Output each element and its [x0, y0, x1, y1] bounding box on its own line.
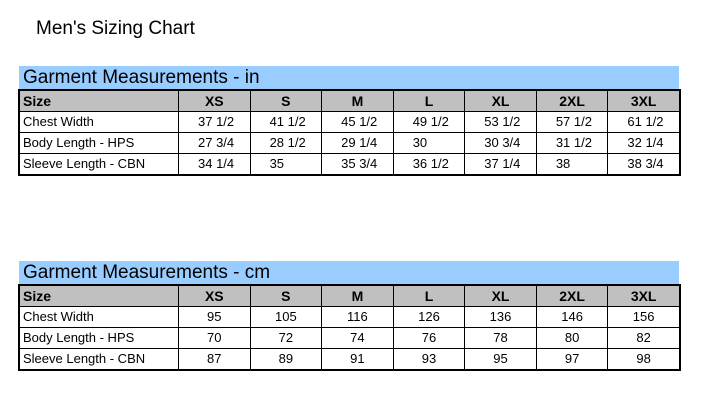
- table-cell: 32 1/4: [608, 133, 680, 154]
- row-label: Sleeve Length - CBN: [20, 349, 179, 370]
- table-cell: 30: [393, 133, 465, 154]
- table-cell: 57 1/2: [536, 112, 608, 133]
- column-header-3xl: 3XL: [608, 286, 680, 307]
- column-header-size: Size: [20, 286, 179, 307]
- column-header-m: M: [322, 286, 394, 307]
- table-cell: 78: [465, 328, 537, 349]
- table-cell: 31 1/2: [536, 133, 608, 154]
- table-cell: 93: [393, 349, 465, 370]
- table-cell: 61 1/2: [608, 112, 680, 133]
- column-header-xl: XL: [465, 91, 537, 112]
- table-cell: 30 3/4: [465, 133, 537, 154]
- row-label: Body Length - HPS: [20, 328, 179, 349]
- table-cell: 87: [179, 349, 251, 370]
- table-cell: 28 1/2: [250, 133, 322, 154]
- table-cell: 95: [465, 349, 537, 370]
- column-header-3xl: 3XL: [608, 91, 680, 112]
- row-label: Chest Width: [20, 112, 179, 133]
- table-row: [20, 112, 680, 133]
- column-header-m: M: [322, 91, 394, 112]
- table-cell: 70: [179, 328, 251, 349]
- table-row: [20, 349, 680, 370]
- measurements-in-section: [19, 66, 679, 175]
- table-row: [20, 307, 680, 328]
- table-cell: 35 3/4: [322, 154, 394, 175]
- table-cell: 45 1/2: [322, 112, 394, 133]
- table-cell: 49 1/2: [393, 112, 465, 133]
- table-cell: 72: [250, 328, 322, 349]
- table-cell: 34 1/4: [179, 154, 251, 175]
- table-cell: 53 1/2: [465, 112, 537, 133]
- table-cell: 36 1/2: [393, 154, 465, 175]
- table-header-row: [20, 286, 680, 307]
- table-cell: 35: [250, 154, 322, 175]
- column-header-l: L: [393, 286, 465, 307]
- column-header-xs: XS: [179, 286, 251, 307]
- column-header-xl: XL: [465, 286, 537, 307]
- table-cell: 38 3/4: [608, 154, 680, 175]
- table-cell: 91: [322, 349, 394, 370]
- table-row: [20, 154, 680, 175]
- row-label: Chest Width: [20, 307, 179, 328]
- table-cell: 29 1/4: [322, 133, 394, 154]
- table-cell: 89: [250, 349, 322, 370]
- size-table-in: [19, 90, 680, 175]
- table-cell: 27 3/4: [179, 133, 251, 154]
- table-cell: 37 1/4: [465, 154, 537, 175]
- table-row: [20, 133, 680, 154]
- table-row: [20, 328, 680, 349]
- table-cell: 156: [608, 307, 680, 328]
- row-label: Body Length - HPS: [20, 133, 179, 154]
- table-cell: 126: [393, 307, 465, 328]
- column-header-l: L: [393, 91, 465, 112]
- table-header-row: [20, 91, 680, 112]
- table-cell: 74: [322, 328, 394, 349]
- page-title: Men's Sizing Chart: [36, 18, 195, 39]
- table-cell: 116: [322, 307, 394, 328]
- table-cell: 38: [536, 154, 608, 175]
- size-table-cm: [19, 285, 680, 370]
- column-header-s: S: [250, 286, 322, 307]
- table-cell: 82: [608, 328, 680, 349]
- section-heading-cm: Garment Measurements - cm: [19, 261, 679, 285]
- table-cell: 98: [608, 349, 680, 370]
- table-cell: 136: [465, 307, 537, 328]
- column-header-2xl: 2XL: [536, 286, 608, 307]
- row-label: Sleeve Length - CBN: [20, 154, 179, 175]
- table-cell: 105: [250, 307, 322, 328]
- table-cell: 80: [536, 328, 608, 349]
- table-cell: 95: [179, 307, 251, 328]
- table-cell: 97: [536, 349, 608, 370]
- column-header-size: Size: [20, 91, 179, 112]
- column-header-s: S: [250, 91, 322, 112]
- table-cell: 76: [393, 328, 465, 349]
- column-header-xs: XS: [179, 91, 251, 112]
- table-cell: 37 1/2: [179, 112, 251, 133]
- column-header-2xl: 2XL: [536, 91, 608, 112]
- measurements-cm-section: [19, 261, 679, 370]
- table-cell: 41 1/2: [250, 112, 322, 133]
- table-cell: 146: [536, 307, 608, 328]
- section-heading-in: Garment Measurements - in: [19, 66, 679, 90]
